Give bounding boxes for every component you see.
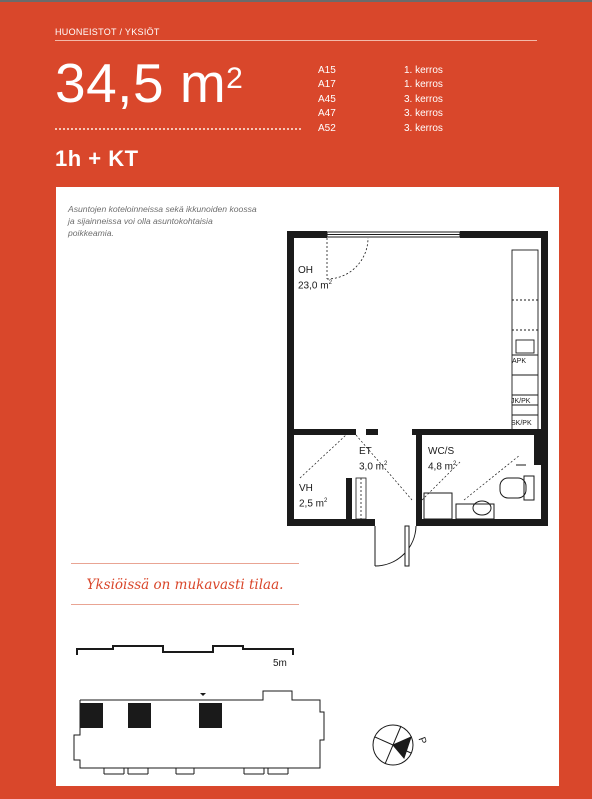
unit-id: A17 — [318, 79, 336, 91]
fixture-apk: APK — [512, 358, 527, 365]
area-unit-superscript: 2 — [226, 62, 244, 95]
unit-floor: 1. kerros — [404, 65, 443, 76]
room-et-name: ET — [359, 446, 372, 457]
unit-floor: 3. kerros — [404, 93, 443, 105]
room-vh-name: VH — [299, 483, 313, 494]
room-oh-sup: 2 — [328, 280, 332, 286]
room-vh-sup: 2 — [324, 498, 328, 504]
compass-icon — [373, 725, 413, 765]
room-et-sup: 2 — [384, 461, 388, 467]
room-et-area: 3,0 m — [359, 461, 385, 473]
category-label: HUONEISTOT / YKSIÖT — [55, 27, 160, 37]
compass-north-label: P — [415, 735, 429, 746]
unit-id: A45 — [318, 93, 336, 105]
slogan-bottom-line — [71, 604, 299, 605]
unit-floor: 3. kerros — [404, 122, 443, 134]
room-vh-area: 2,5 m — [299, 498, 325, 510]
room-oh-area: 23,0 m — [298, 280, 329, 292]
window — [327, 232, 460, 237]
unit-id: A52 — [318, 122, 336, 134]
entrance-door — [375, 526, 416, 566]
room-wcs-name: WC/S — [428, 446, 455, 457]
room-wcs-area: 4,8 m — [428, 461, 454, 473]
room-oh-label — [298, 265, 332, 292]
room-oh-name: OH — [298, 265, 313, 276]
disclaimer-note: Asuntojen koteloinneissa sekä ikkunoiden koossa ja sijainneissa voi olla asuntokohtaisia poikkeamia. — [68, 204, 257, 238]
unit-id: A47 — [318, 108, 336, 120]
fixture-skpk: SK/PK — [511, 420, 532, 427]
scale-bar — [77, 646, 293, 655]
apartment-type: 1h + KT — [55, 146, 139, 171]
fixture-jkpk: JK/PK — [511, 398, 531, 405]
room-wcs-sup: 2 — [453, 461, 457, 467]
slogan-top-line — [71, 563, 299, 564]
closet — [356, 478, 366, 519]
scale-label: 5m — [273, 658, 287, 669]
room-et-label — [359, 446, 387, 473]
area-value: 34,5 m — [55, 52, 227, 114]
slogan: Yksiöissä on mukavasti tilaa. — [86, 577, 284, 593]
unit-floor: 1. kerros — [404, 79, 443, 91]
unit-floor: 3. kerros — [404, 108, 443, 120]
unit-id: A15 — [318, 65, 336, 76]
vh-door-swing — [300, 435, 346, 478]
key-plan — [74, 691, 324, 774]
room-vh-label — [299, 483, 327, 510]
room-wcs-label — [428, 446, 456, 473]
oh-window-door-swing — [327, 238, 368, 279]
interior-walls — [294, 429, 541, 519]
